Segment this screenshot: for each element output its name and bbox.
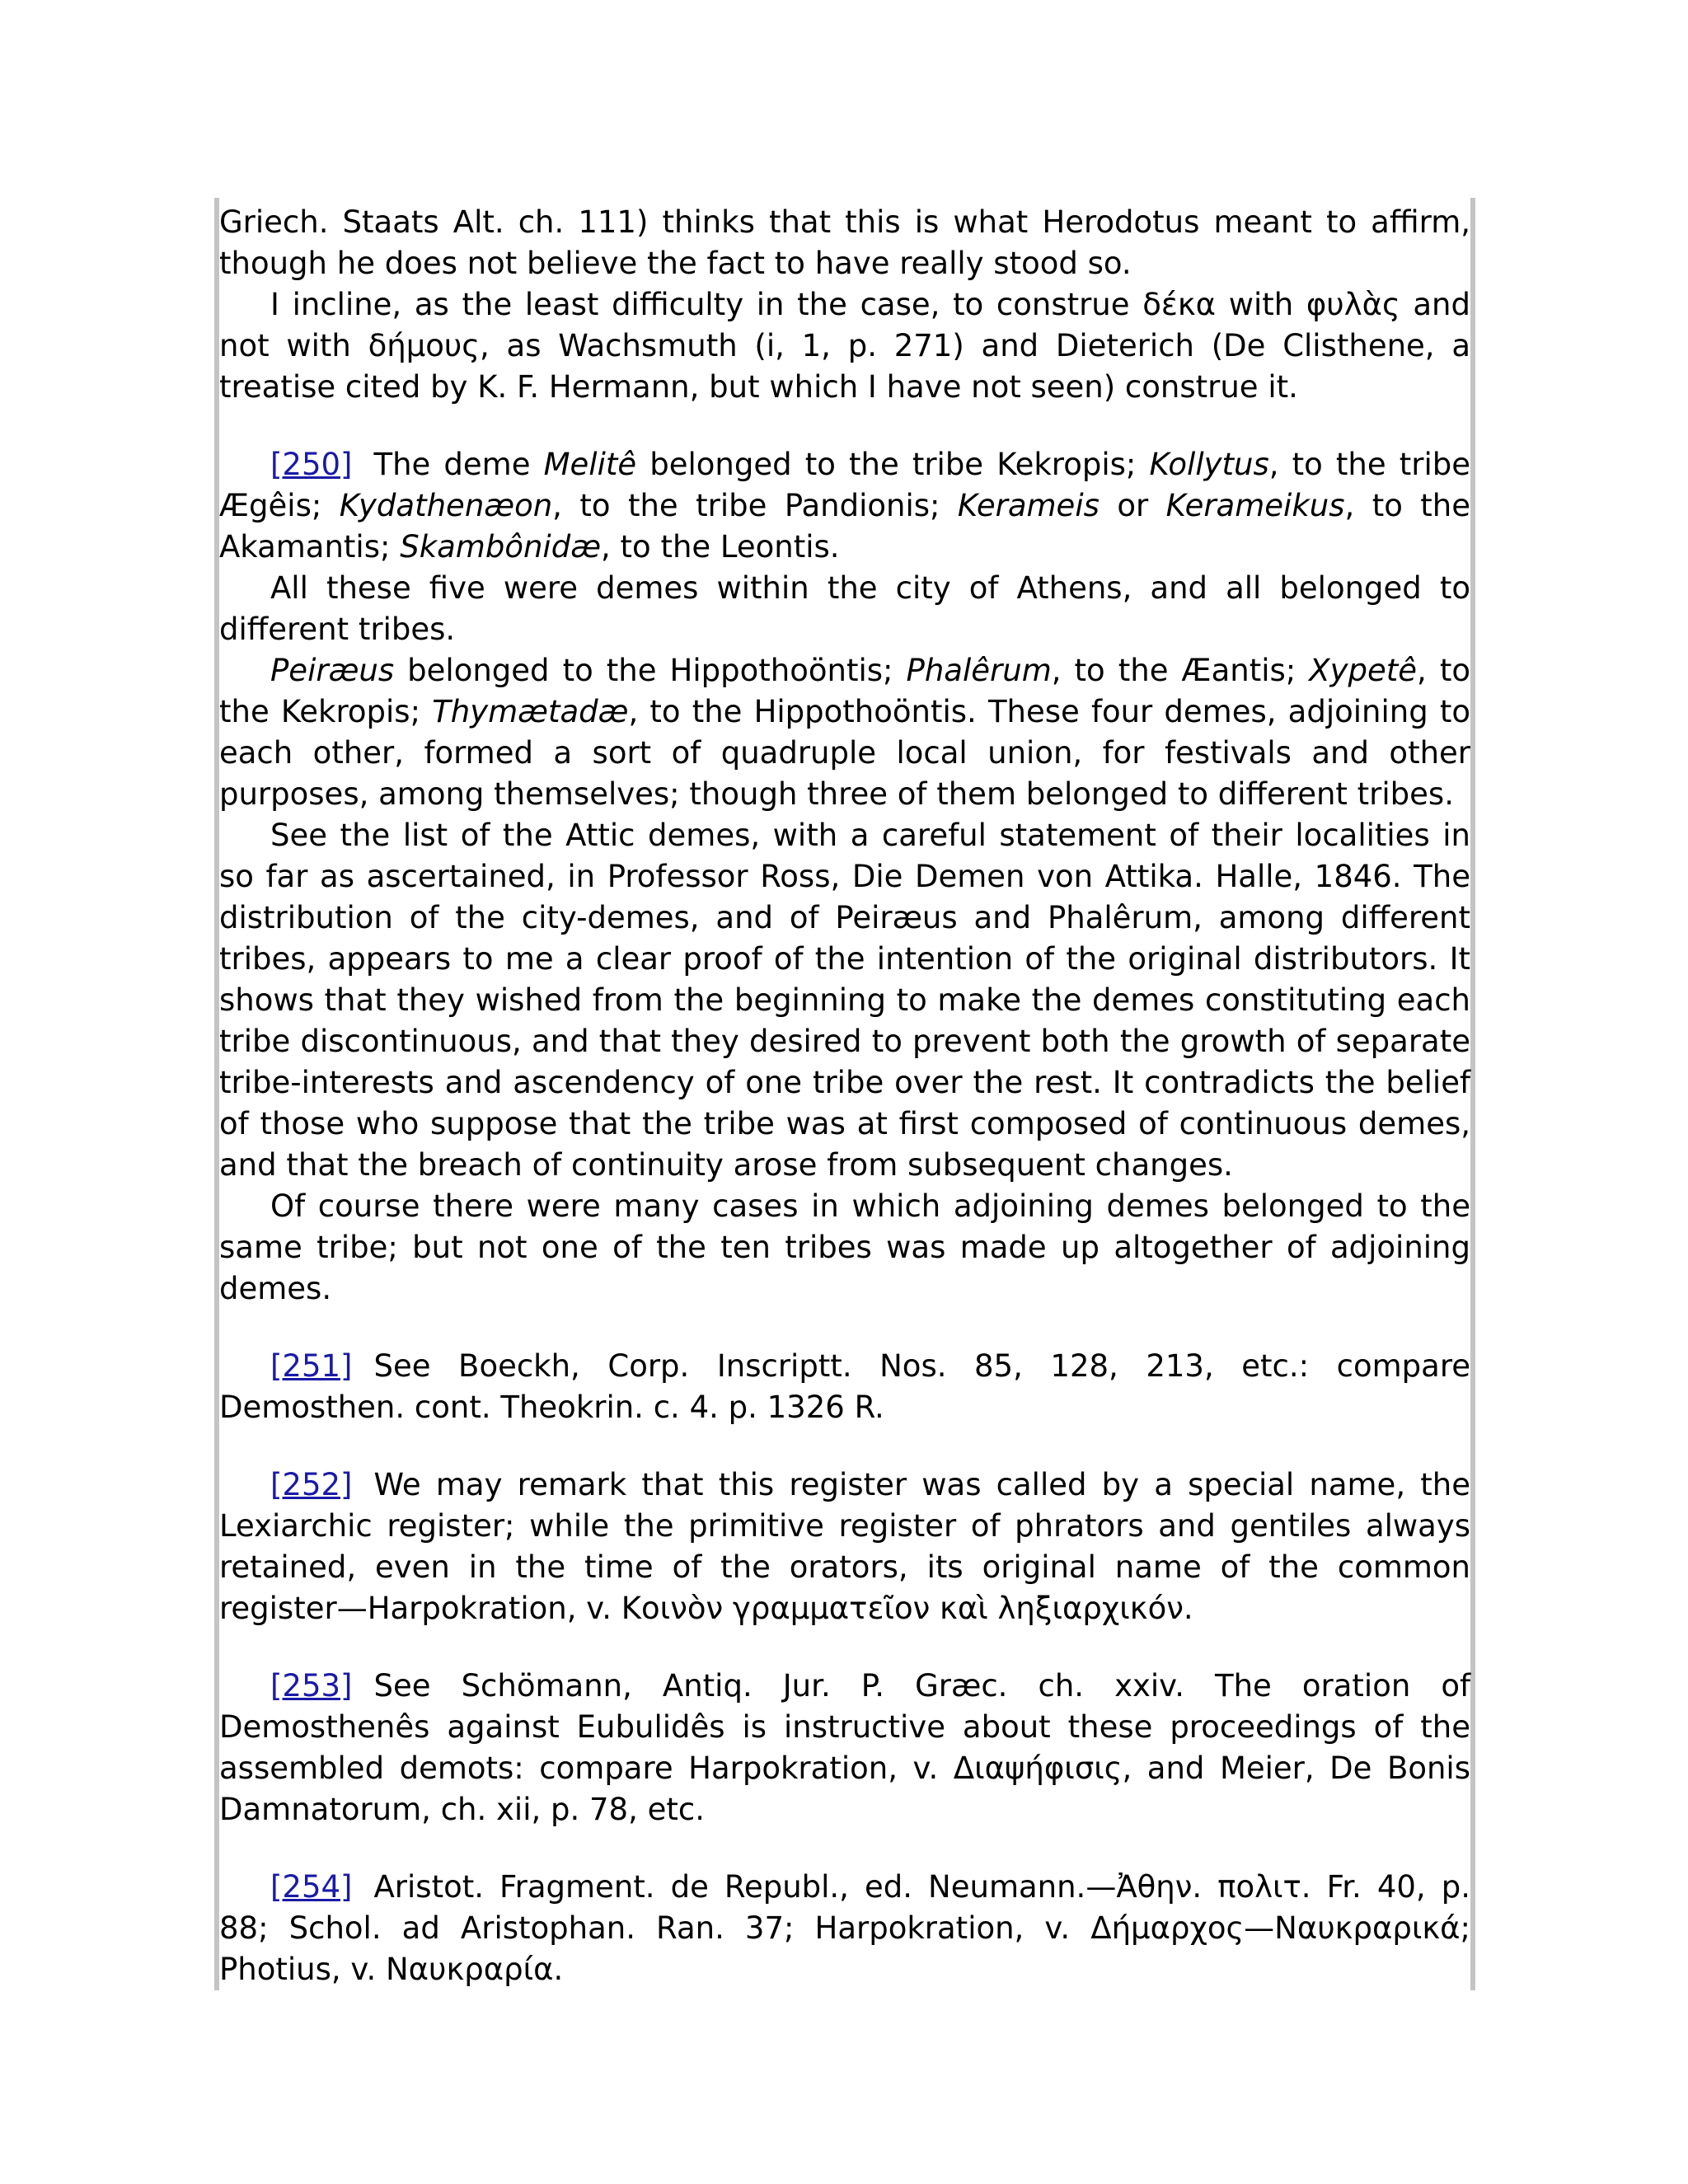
paragraph-gap (219, 408, 1470, 444)
text-run: We may remark that this register was called by a special name, the Lexiarchic register; while the primitive register of phrators and gentiles always retained, even in the time of the orators, its original name of the common register—Harpokration, v. Κοινὸν γραμματεῖον καὶ ληξιαρχικόν. (219, 1467, 1470, 1626)
italic-term: Thymætadæ (432, 694, 629, 729)
body-paragraph (219, 815, 1470, 1186)
footnote-link[interactable]: [251] (270, 1348, 353, 1384)
text-run: See the list of the Attic demes, with a careful statement of their localities in so far as ascertained, in Professor Ross, Die Demen von Attika. Halle, 1846. The distribution of the city-demes, and of Peiræus and Phalêrum, among different tribes, appears to me a clear proof of the intention of the original distributors. It shows that they wished from the beginning to make the demes constituting each tribe discontinuous, and that they desired to prevent both the growth of separate tribe-interests and ascendency of one tribe over the rest. It contradicts the belief of those who suppose that the tribe was at first composed of continuous demes, and that the breach of continuity arose from subsequent changes. (219, 818, 1470, 1183)
footnote-link[interactable]: [254] (270, 1869, 353, 1905)
italic-term: Skambônidæ (400, 529, 602, 565)
text-run: The deme (373, 447, 544, 482)
text-run: See Boeckh, Corp. Inscriptt. Nos. 85, 128, 213, etc.: compare Demosthen. cont. Theokrin. c. 4. p. 1326 R. (219, 1348, 1470, 1425)
footnote-paragraph (219, 1346, 1470, 1428)
footnote-paragraph (219, 444, 1470, 568)
italic-term: Kerameis (957, 488, 1100, 523)
italic-term: Kydathenæon (339, 488, 553, 523)
italic-term: Peiræus (270, 653, 395, 688)
text-run: , to the Kekropis; (219, 653, 1471, 729)
text-run: All these five were demes within the city of Athens, and all belonged to different tribes. (219, 570, 1470, 647)
footnote-paragraph (219, 1867, 1470, 1990)
body-paragraph (219, 568, 1470, 650)
italic-term: Kollytus (1149, 447, 1269, 482)
italic-term: Kerameikus (1165, 488, 1345, 523)
text-run: belonged to the Hippothoöntis; (394, 653, 907, 688)
paragraph-gap (219, 1428, 1470, 1465)
text-run: Aristot. Fragment. de Republ., ed. Neumann.—Ἀθην. πολιτ. Fr. 40, p. 88; Schol. ad Aristophan. Ran. 37; Harpokration, v. Δήμαρχος—Ναυκραρικά; Photius, v. Ναυκραρία. (219, 1869, 1470, 1987)
text-column (219, 202, 1470, 1990)
text-run: I incline, as the least difficulty in the case, to construe δέκα with φυλὰς and not with δήμους, as Wachsmuth (i, 1, p. 271) and Dieterich (De Clisthene, a treatise cited by K. F. Hermann, but which I have not seen) construe it. (219, 287, 1470, 405)
footnote-link[interactable]: [252] (270, 1467, 353, 1502)
text-run: or (1099, 488, 1166, 523)
paragraph-gap (219, 1310, 1470, 1346)
body-paragraph (219, 650, 1470, 815)
body-paragraph (219, 1186, 1470, 1310)
text-run: , to the Æantis; (1051, 653, 1310, 688)
body-paragraph (219, 202, 1470, 284)
footnote-paragraph (219, 1666, 1470, 1830)
text-run: Griech. Staats Alt. ch. 111) thinks that this is what Herodotus meant to affirm, though he does not believe the fact to have really stood so. (219, 204, 1470, 281)
footnote-paragraph (219, 1465, 1470, 1629)
footnote-link[interactable]: [253] (270, 1668, 353, 1704)
text-run: belonged to the tribe Kekropis; (636, 447, 1150, 482)
text-run: , to the Hippothoöntis. These four demes, adjoining to each other, formed a sort of quadruple local union, for festivals and other purposes, among themselves; though three of them belonged to different tribes. (219, 694, 1470, 812)
text-run: , to the Leontis. (601, 529, 840, 565)
text-run: Of course there were many cases in which adjoining demes belonged to the same tribe; but not one of the ten tribes was made up altogether of adjoining demes. (219, 1188, 1470, 1306)
footnote-link[interactable]: [250] (270, 447, 353, 482)
text-run: , to the tribe Pandionis; (552, 488, 958, 523)
paragraph-gap (219, 1830, 1470, 1867)
italic-term: Melitê (543, 447, 637, 482)
text-run: See Schömann, Antiq. Jur. P. Græc. ch. xxiv. The oration of Demosthenês against Eubulidês is instructive about these proceedings of the assembled demots: compare Harpokration, v. Διαψήφισις, and Meier, De Bonis Damnatorum, ch. xii, p. 78, etc. (219, 1668, 1470, 1827)
paragraph-gap (219, 1629, 1470, 1666)
text-run: , to the Akamantis; (219, 488, 1470, 565)
italic-term: Phalêrum (906, 653, 1052, 688)
body-paragraph (219, 284, 1470, 408)
italic-term: Xypetê (1309, 653, 1418, 688)
text-run: , to the tribe Ægêis; (219, 447, 1470, 523)
